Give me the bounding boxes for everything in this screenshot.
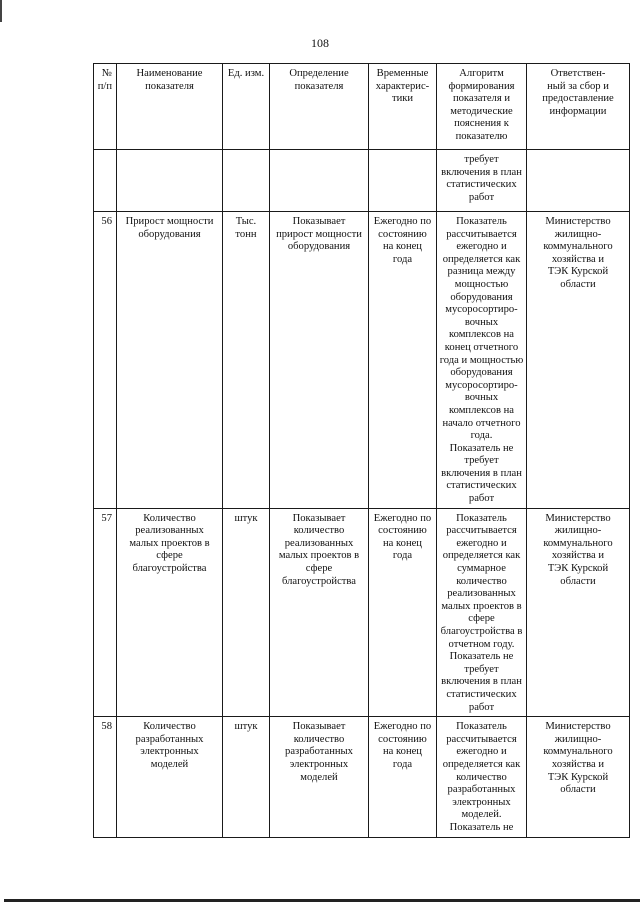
table-row [94, 212, 630, 509]
cell-name [117, 150, 223, 212]
cell-number: 57 [94, 508, 117, 717]
cell-number: 56 [94, 212, 117, 509]
cell-name: Количество разработанных электронных моделей [117, 717, 223, 837]
cell-responsible: Министерство жилищно- коммунального хозяйства и ТЭК Курской области [527, 212, 630, 509]
table-row [94, 508, 630, 717]
cell-responsible: Министерство жилищно- коммунального хозяйства и ТЭК Курской области [527, 508, 630, 717]
cell-number: 58 [94, 717, 117, 837]
page-number: 108 [311, 36, 329, 50]
cell-number [94, 150, 117, 212]
cell-timing: Ежегодно по состоянию на конец года [369, 212, 437, 509]
cell-unit: штук [223, 717, 270, 837]
table-row-continued [94, 150, 630, 212]
table-header-row [94, 64, 630, 150]
indicators-table [93, 63, 630, 838]
cell-name: Прирост мощности оборудования [117, 212, 223, 509]
cell-responsible [527, 150, 630, 212]
header-number: № п/п [94, 64, 117, 150]
header-definition: Определение показателя [270, 64, 369, 150]
cell-timing [369, 150, 437, 212]
scan-edge-mark [0, 0, 2, 22]
scan-bottom-edge [4, 899, 640, 902]
cell-definition: Показывает прирост мощности оборудования [270, 212, 369, 509]
header-unit: Ед. изм. [223, 64, 270, 150]
cell-algorithm: требует включения в план статистических работ [437, 150, 527, 212]
header-algorithm: Алгоритм формирования показателя и методические пояснения к показателю [437, 64, 527, 150]
header-indicator-name: Наименование показателя [117, 64, 223, 150]
header-responsible: Ответствен- ный за сбор и предоставление информации [527, 64, 630, 150]
cell-algorithm: Показатель рассчитывается ежегодно и определяется как суммарное количество реализованных малых проектов в сфере благоустройства в отчетном году. Показатель не требует включения в план статистических работ [437, 508, 527, 717]
cell-definition: Показывает количество реализованных малых проектов в сфере благоустройства [270, 508, 369, 717]
cell-unit: штук [223, 508, 270, 717]
cell-unit: Тыс. тонн [223, 212, 270, 509]
cell-algorithm: Показатель рассчитывается ежегодно и определяется как количество разработанных электронных моделей. Показатель не [437, 717, 527, 837]
cell-responsible: Министерство жилищно- коммунального хозяйства и ТЭК Курской области [527, 717, 630, 837]
cell-algorithm: Показатель рассчитывается ежегодно и определяется как разница между мощностью оборудования мусоросортиро- вочных комплексов на конец отчетного года и мощностью оборудования мусоросортиро- вочных комплексов на начало отчетного года. Показатель не требует включения в план статистических работ [437, 212, 527, 509]
cell-timing: Ежегодно по состоянию на конец года [369, 508, 437, 717]
cell-timing: Ежегодно по состоянию на конец года [369, 717, 437, 837]
cell-name: Количество реализованных малых проектов в сфере благоустройства [117, 508, 223, 717]
table-row [94, 717, 630, 837]
header-timing: Временные характерис- тики [369, 64, 437, 150]
cell-definition [270, 150, 369, 212]
cell-unit [223, 150, 270, 212]
cell-definition: Показывает количество разработанных электронных моделей [270, 717, 369, 837]
